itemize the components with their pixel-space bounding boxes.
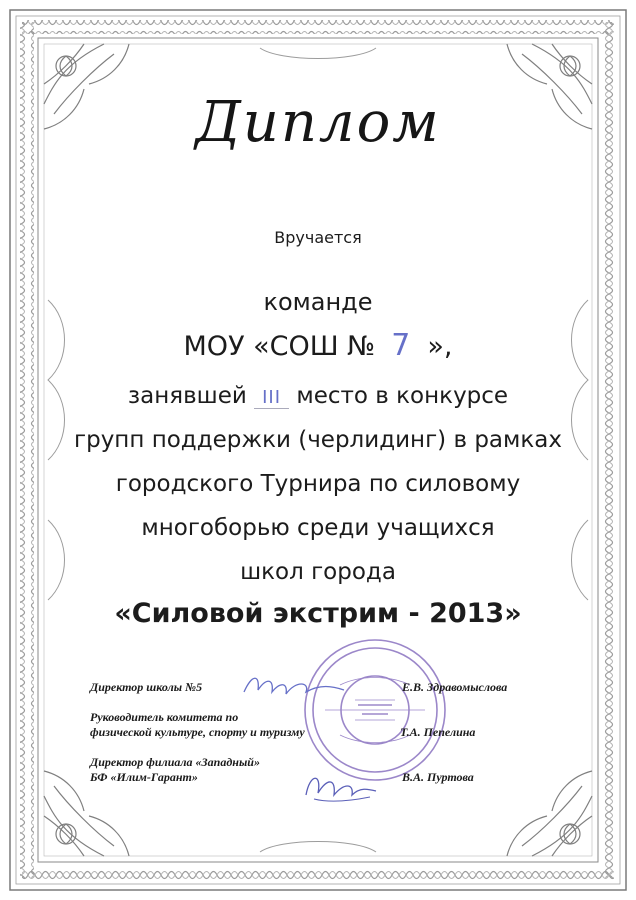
signature-name-2: Т.А. Пепелина: [400, 725, 476, 739]
signature-name-3: В.А. Пуртова: [402, 770, 474, 784]
place-line: [60, 383, 576, 409]
place-prefix: занявшей: [127, 383, 247, 409]
signature-role-3-line-1: Директор филиала «Западный»: [90, 755, 260, 769]
team-line: команде: [263, 288, 373, 316]
signature-icon: [300, 765, 380, 805]
signature-icon: [240, 668, 350, 704]
signature-name-1: Е.В. Здравомыслова: [402, 680, 508, 694]
text-line-7: школ города: [240, 559, 396, 585]
school-line: [60, 328, 576, 363]
school-suffix: »,: [427, 331, 453, 362]
diploma-title: Диплом: [195, 90, 441, 155]
text-line-5: городского Турнира по силовому: [115, 471, 521, 497]
school-number-handwritten: 7: [391, 328, 412, 363]
signature-role-2-line-1: Руководитель комитета по: [90, 710, 239, 724]
place-value-handwritten: III: [254, 387, 289, 409]
text-line-4: групп поддержки (черлидинг) в рамках: [74, 427, 562, 453]
stamp-icon: [300, 635, 450, 785]
signature-role-2-line-2: физической культуре, спорту и туризму: [90, 725, 305, 739]
signature-role-1: Директор школы №5: [90, 680, 203, 694]
signature-role-3-line-2: БФ «Илим-Гарант»: [90, 770, 198, 784]
text-line-6: многоборью среди учащихся: [141, 515, 495, 541]
school-prefix: МОУ «СОШ №: [183, 331, 376, 362]
event-name: «Силовой экстрим - 2013»: [114, 598, 522, 629]
award-line: Вручается: [274, 228, 362, 247]
place-suffix: место в конкурсе: [296, 383, 509, 409]
